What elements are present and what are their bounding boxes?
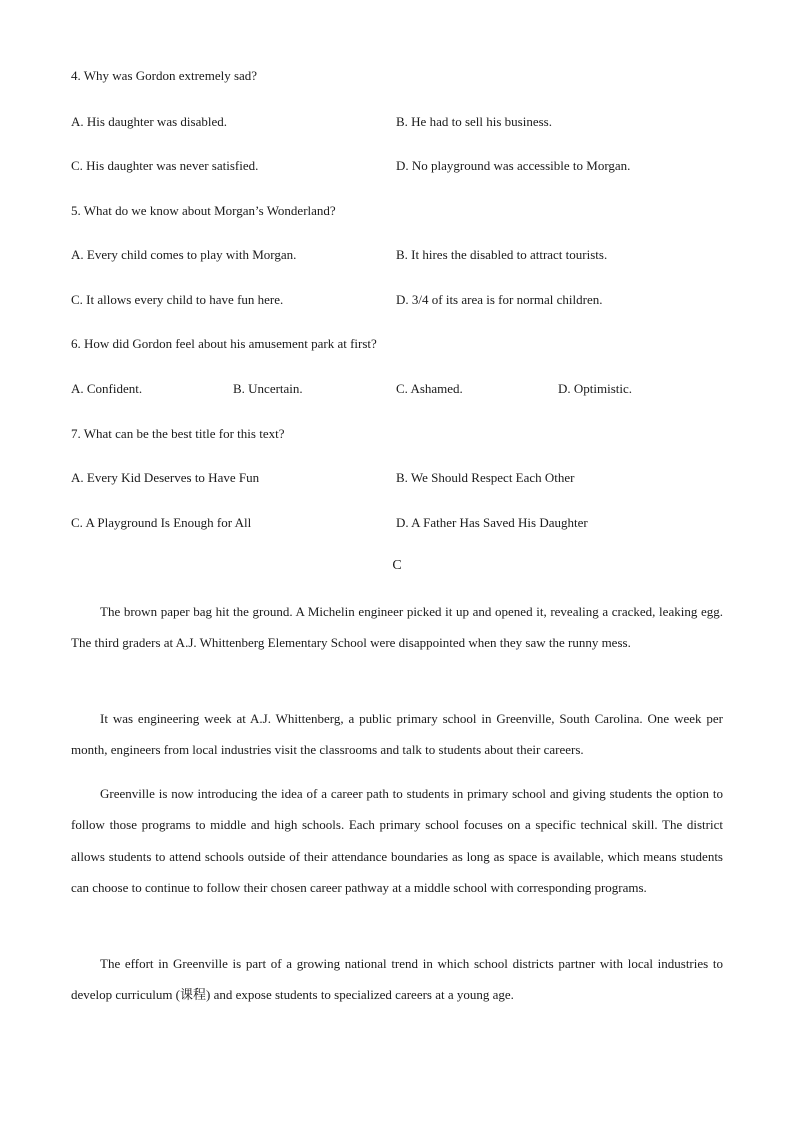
question-6-stem: 6. How did Gordon feel about his amusement park at first? (71, 336, 377, 351)
question-5-option-d: D. 3/4 of its area is for normal children. (396, 292, 603, 307)
question-7-option-d: D. A Father Has Saved His Daughter (396, 515, 588, 530)
question-4-option-d: D. No playground was accessible to Morgan. (396, 158, 631, 173)
question-4-option-c: C. His daughter was never satisfied. (71, 158, 259, 173)
question-7-stem: 7. What can be the best title for this text? (71, 426, 285, 441)
question-6-option-d: D. Optimistic. (558, 381, 633, 396)
question-4-option-a: A. His daughter was disabled. (71, 114, 227, 129)
passage-paragraph-2: It was engineering week at A.J. Whittenberg, a public primary school in Greenville, South Carolina. One week per month, engineers from local industries visit the classrooms and talk to students about their careers. (71, 711, 723, 758)
question-6-option-c: C. Ashamed. (396, 381, 463, 396)
question-4-option-b: B. He had to sell his business. (396, 114, 552, 129)
question-6-option-b: B. Uncertain. (233, 381, 303, 396)
question-7-option-a: A. Every Kid Deserves to Have Fun (71, 470, 260, 485)
question-4-stem: 4. Why was Gordon extremely sad? (71, 68, 258, 83)
question-7-option-c: C. A Playground Is Enough for All (71, 515, 252, 530)
question-6-option-a: A. Confident. (71, 381, 143, 396)
passage-paragraph-1: The brown paper bag hit the ground. A Michelin engineer picked it up and opened it, revealing a cracked, leaking egg. The third graders at A.J. Whittenberg Elementary School were disappointed when they saw the runny mess. (71, 604, 723, 651)
passage-paragraph-3: Greenville is now introducing the idea of a career path to students in primary school and giving students the option to follow those programs to middle and high schools. Each primary school focuses on a specific technical skill. The district allows students to attend schools outside of their attendance boundaries as long as space is available, which means students can choose to continue to follow their chosen career pathway at a middle school with corresponding programs. (71, 786, 723, 895)
question-5-option-b: B. It hires the disabled to attract tourists. (396, 247, 608, 262)
question-7-option-b: B. We Should Respect Each Other (396, 470, 575, 485)
question-5-option-c: C. It allows every child to have fun here. (71, 292, 284, 307)
passage-paragraph-4: The effort in Greenville is part of a growing national trend in which school districts partner with local industries to develop curriculum (课程) and expose students to specialized careers at a young age. (71, 956, 723, 1003)
question-5-stem: 5. What do we know about Morgan’s Wonderland? (71, 203, 336, 218)
question-5-option-a: A. Every child comes to play with Morgan. (71, 247, 297, 262)
section-heading: C (392, 558, 402, 573)
